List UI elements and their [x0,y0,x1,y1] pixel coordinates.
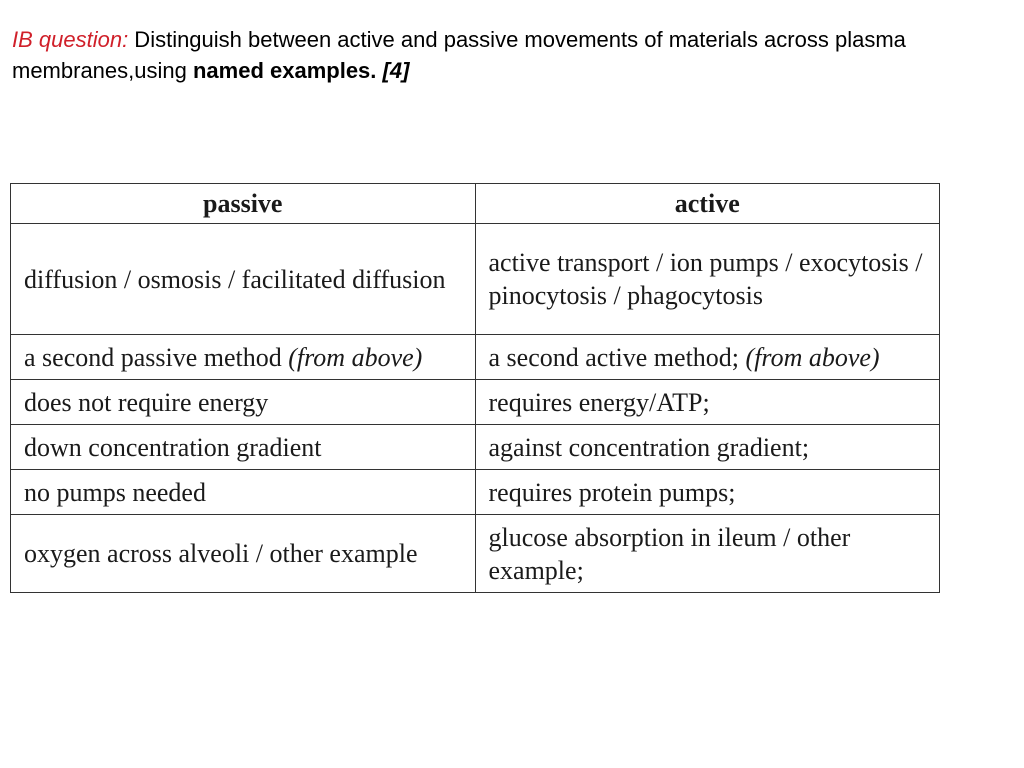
active-cell: glucose absorption in ileum / other example; [475,515,940,593]
table-row [11,380,940,425]
table-row [11,224,940,335]
header-active: active [475,184,940,224]
passive-cell [11,335,476,380]
active-cell: active transport / ion pumps / exocytosis / pinocytosis / phagocytosis [475,224,940,335]
table-row [11,470,940,515]
passive-cell: down concentration gradient [11,425,476,470]
active-text: a second active method; [488,342,746,372]
question-body: Distinguish between active and passive movements of materials across plasma membranes,using [12,27,906,83]
header-row [11,184,940,224]
passive-cell: oxygen across alveoli / other example [11,515,476,593]
table-row [11,335,940,380]
active-cell: requires protein pumps; [475,470,940,515]
active-cell: requires energy/ATP; [475,380,940,425]
passive-note: (from above) [288,342,423,372]
question-text [12,24,1002,86]
question-emphasis: named examples. [192,58,377,83]
active-note: (from above) [745,342,880,372]
question-label: IB question: [12,27,129,52]
header-passive: passive [11,184,476,224]
active-cell: against concentration gradient; [475,425,940,470]
question-marks: [4] [376,58,410,83]
passive-cell: no pumps needed [11,470,476,515]
passive-text: a second passive method [24,342,289,372]
answer-table [10,183,940,593]
passive-cell: diffusion / osmosis / facilitated diffusion [11,224,476,335]
passive-cell: does not require energy [11,380,476,425]
table-row [11,515,940,593]
active-cell [475,335,940,380]
table-row [11,425,940,470]
